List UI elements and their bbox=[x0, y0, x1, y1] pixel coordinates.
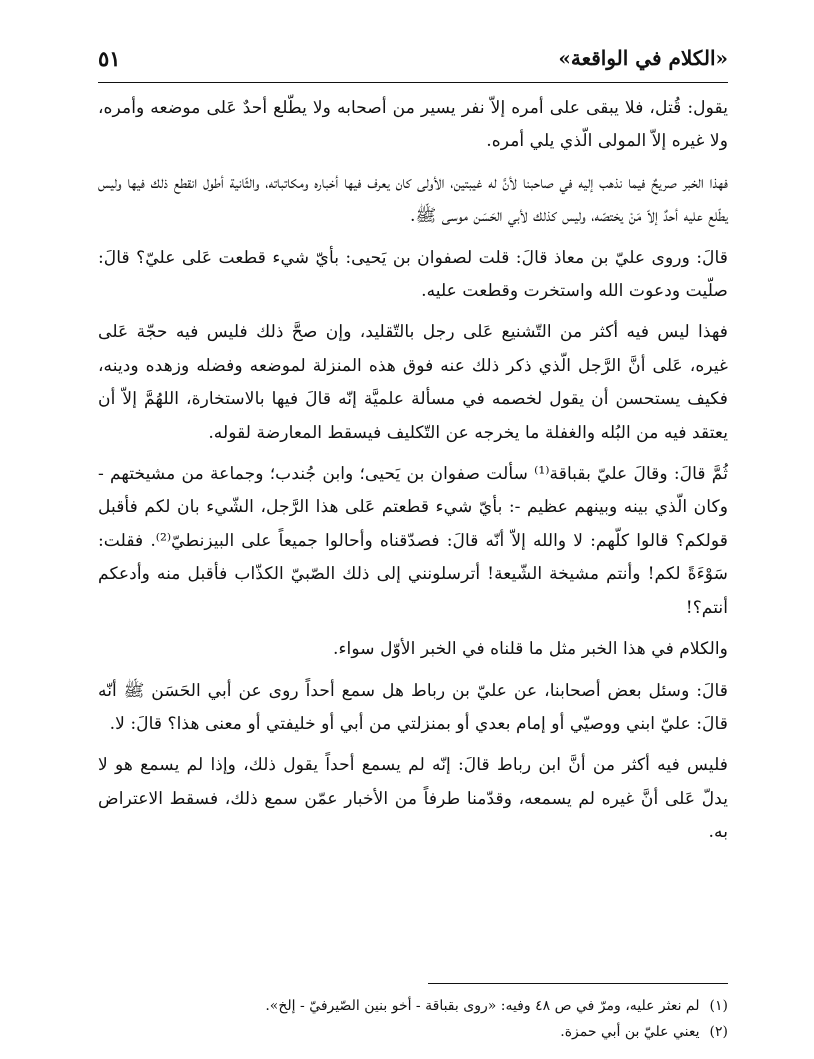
paragraph: فهذا ليس فيه أكثر من التّشنيع عَلى رجل بالتّقليد، وإن صحَّ ذلك فليس فيه حجّة عَلى غيره، عَلى أنَّ الرَّجل الّذي ذكر ذلك عنه فوق هذه المنزلة لموضعه وفضله وزهده ودينه، فكيف يستحسن أن يقول لخصمه في مسألة علميَّة إنّه قالَ فيها بالاستخارة، اللهُمَّ إلاّ أن يعتقد فيه من البُله والغفلة ما يخرجه عن التّكليف فيسقط المعارضة لقوله. bbox=[98, 322, 728, 443]
paragraph: يقول: قُتل، فلا يبقى على أمره إلاّ نفر يسير من أصحابه ولا يطّلع أحدٌ عَلى موضعه وأمره، ولا غيره إلاّ المولى الّذي يلي أمره. bbox=[98, 98, 728, 152]
paragraph: ثُمَّ قالَ: وقالَ عليّ بقباقة⁽¹⁾ سألت صفوان بن يَحيى؛ وابن جُندب؛ وجماعة من مشيختهم - وكان الّذي بينه وبينهم عظيم -: بأيّ شيء قطعتم عَلى هذا الرَّجل، الشّيء بان لكم فأقبل قولكم؟ قالوا كلّهم: لا والله إلاّ أنّه قالَ: فصدّقناه وأحالوا جميعاً على البيزنطيّ⁽²⁾. فقلت: سَوْءَةً لكم! وأنتم مشيخة الشّيعة! أترسلونني إلى ذلك الصّبيّ الكذّاب فأقبل منه وأدعكم أنتم؟! bbox=[98, 464, 728, 618]
footnote-number: (١) bbox=[709, 998, 728, 1014]
paragraph: قالَ: وسئل بعض أصحابنا، عن عليّ بن رباط هل سمع أحداً روى عن أبي الحَسَن ﷺ أنّه قالَ: عليّ ابني ووصيّي أو إمام بعدي أو بمنزلتي من أبي أو خليفتي أو معنى هذا؟ قالَ: لا. bbox=[98, 680, 728, 734]
paragraph: قالَ: وروى عليّ بن معاذ قالَ: قلت لصفوان بن يَحيى: بأيّ شيء قطعت عَلى عليّ؟ قالَ: صلّيت ودعوت الله واستخرت وقطعت عليه. bbox=[98, 247, 728, 302]
page-number: ٥١ bbox=[98, 45, 121, 71]
book-page bbox=[98, 38, 728, 1038]
paragraph: فهذا الخبر صريحٌ فيما نذهب إليه في صاحبنا لأنَّ له غيبتين، الأولى كان يعرف فيها أخباره ومكاتباته، والثّانية أطول انقطع ذلك فيها وليس يطّلع عليه أحدٌ إلاّ مَنْ يختصّه، وليس كذلك لأبي الحَسَن موسى ﷺ. bbox=[98, 172, 728, 227]
header-divider bbox=[98, 82, 728, 83]
footnote-number: (٢) bbox=[709, 1024, 728, 1040]
paragraph: والكلام في هذا الخبر مثل ما قلناه في الخبر الأوّل سواء. bbox=[333, 639, 728, 660]
running-title: «الكلام في الواقعة» bbox=[558, 46, 728, 70]
footnote-text: يعني عليّ بن أبي حمزة. bbox=[560, 1024, 700, 1040]
main-text bbox=[98, 92, 728, 858]
footnote bbox=[98, 993, 728, 1019]
footnote-divider bbox=[428, 983, 728, 984]
paragraph: فليس فيه أكثر من أنَّ ابن رباط قالَ: إنّه لم يسمع أحداً يقول ذلك، وإذا لم يسمع هو لا يدلّ عَلى أنَّ غيره لم يسمعه، وقدّمنا طرفاً من الأخبار عمّن سمع ذلك، فسقط الاعتراض به. bbox=[98, 755, 728, 843]
footnote-text: لم نعثر عليه، ومرّ في ص ٤٨ وفيه: «روى بقباقة - أخو بنين الصّيرفيّ - إلخ». bbox=[265, 998, 700, 1014]
footnote bbox=[98, 1019, 728, 1045]
page-header bbox=[98, 38, 728, 78]
footnotes bbox=[98, 993, 728, 1045]
